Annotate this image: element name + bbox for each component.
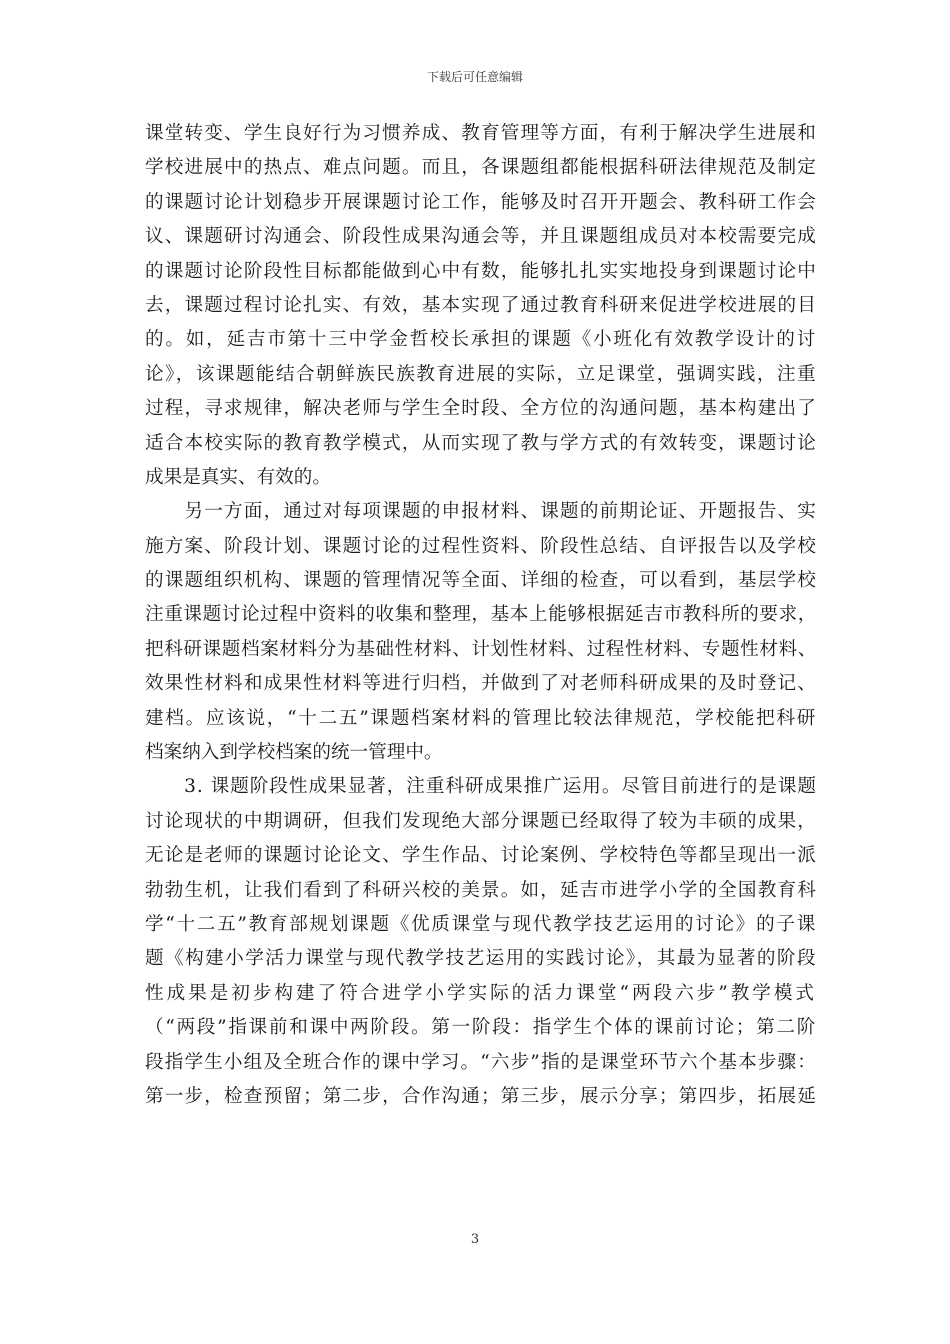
text-line: 的课题讨论阶段性目标都能做到心中有数，能够扎扎实实地投身到课题讨论中 (145, 260, 817, 282)
text-line: 的课题组织机构、课题的管理情况等全面、详细的检查，可以看到，基层学校 (145, 570, 817, 592)
text-line: 勃勃生机，让我们看到了科研兴校的美景。如，延吉市进学小学的全国教育科 (145, 879, 817, 901)
text-line: 题《构建小学活力课堂与现代教学技艺运用的实践讨论》，其最为显著的阶段 (145, 948, 817, 970)
text-line: （“两段”指课前和课中两阶段。第一阶段：指学生个体的课前讨论；第二阶 (145, 1017, 817, 1039)
text-line: 课堂转变、学生良好行为习惯养成、教育管理等方面，有利于解决学生进展和 (145, 123, 817, 144)
text-line: 论》，该课题能结合朝鲜族民族教育进展的实际，立足课堂，强调实践，注重 (145, 363, 817, 385)
text-line: 过程，寻求规律，解决老师与学生全时段、全方位的沟通问题，基本构建出了 (145, 398, 817, 420)
text-line: 效果性材料和成果性材料等进行归档，并做到了对老师科研成果的及时登记、 (145, 673, 817, 695)
document-body (145, 117, 817, 1114)
text-line: 无论是老师的课题讨论论文、学生作品、讨论案例、学校特色等都呈现出一派 (145, 845, 817, 867)
text-line: 3. 课题阶段性成果显著，注重科研成果推广运用。尽管目前进行的是课题 (145, 776, 817, 798)
text-line: 议、课题研讨沟通会、阶段性成果沟通会等，并且课题组成员对本校需要完成 (145, 226, 817, 248)
text-line: 把科研课题档案材料分为基础性材料、计划性材料、过程性材料、专题性材料、 (145, 638, 817, 660)
text-line: 的课题讨论计划稳步开展课题讨论工作，能够及时召开开题会、教科研工作会 (145, 191, 817, 213)
text-line: 适合本校实际的教育教学模式，从而实现了教与学方式的有效转变，课题讨论 (145, 432, 817, 454)
text-line: 注重课题讨论过程中资料的收集和整理，基本上能够根据延吉市教科所的要求， (145, 604, 817, 626)
text-line: 讨论现状的中期调研，但我们发现绝大部分课题已经取得了较为丰硕的成果， (145, 810, 817, 832)
text-line: 学校进展中的热点、难点问题。而且，各课题组都能根据科研法律规范及制定 (145, 157, 817, 179)
text-line: 建档。应该说，“十二五”课题档案材料的管理比较法律规范，学校能把科研 (145, 707, 817, 729)
text-line: 去，课题过程讨论扎实、有效，基本实现了通过教育科研来促进学校进展的目 (145, 294, 817, 316)
text-line: 的。如，延吉市第十三中学金哲校长承担的课题《小班化有效教学设计的讨 (145, 329, 817, 351)
text-line: 施方案、阶段计划、课题讨论的过程性资料、阶段性总结、自评报告以及学校 (145, 535, 817, 557)
page-header: 下载后可任意编辑 (426, 70, 523, 84)
text-line: 档案纳入到学校档案的统一管理中。 (145, 742, 443, 764)
text-line: 另一方面，通过对每项课题的申报材料、课题的前期论证、开题报告、实 (145, 501, 817, 523)
text-line: 第一步，检查预留；第二步，合作沟通；第三步，展示分享；第四步，拓展延 (145, 1085, 817, 1107)
text-line: 成果是真实、有效的。 (145, 466, 331, 488)
text-line: 段指学生小组及全班合作的课中学习。“六步”指的是课堂环节六个基本步骤： (145, 1051, 817, 1073)
page-number: 3 (470, 1232, 480, 1247)
text-line: 性成果是初步构建了符合进学小学实际的活力课堂“两段六步”教学模式 (145, 982, 817, 1004)
text-line: 学“十二五”教育部规划课题《优质课堂与现代教学技艺运用的讨论》的子课 (145, 913, 817, 935)
